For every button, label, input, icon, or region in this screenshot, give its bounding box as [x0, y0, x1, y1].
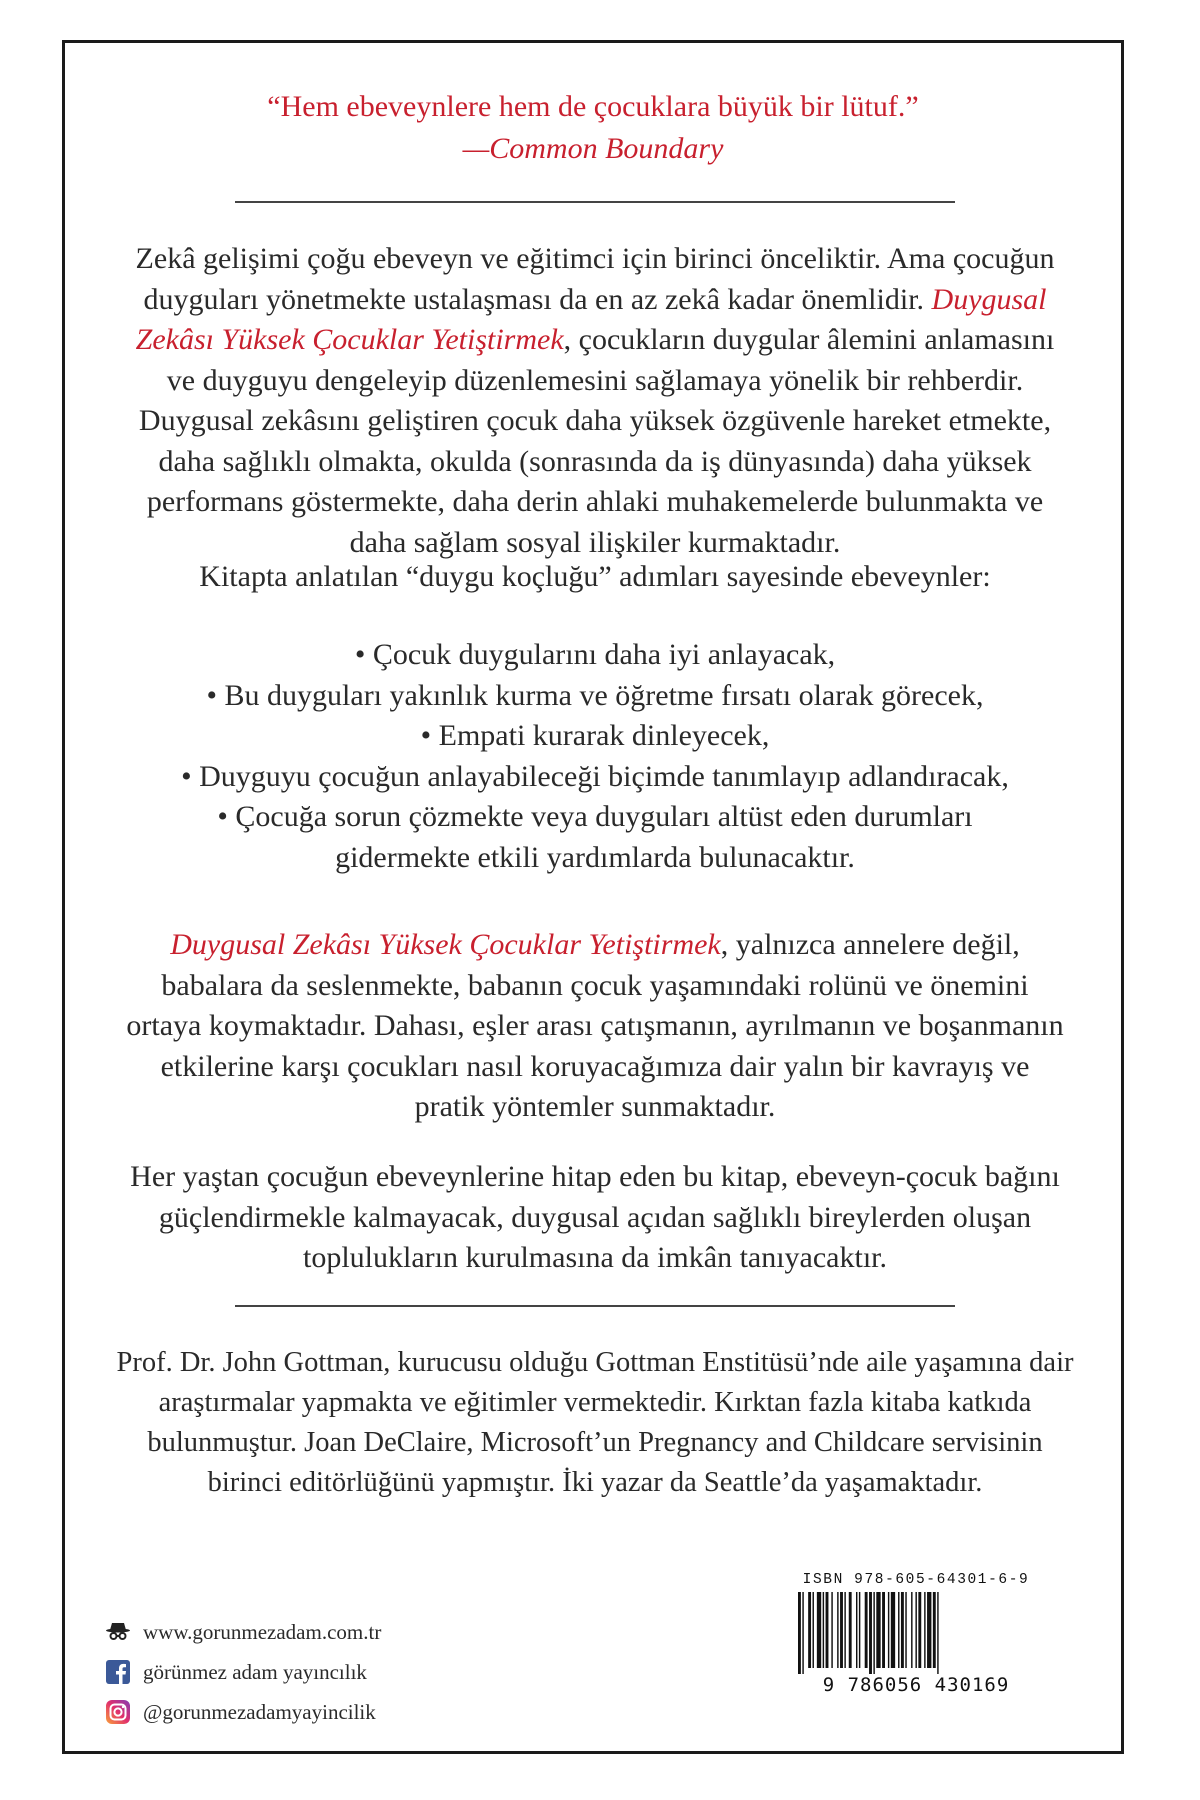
list-item: gidermekte etkili yardımlarda bulunacaktır. — [335, 840, 855, 874]
barcode-bar — [808, 1592, 811, 1668]
barcode-bar — [798, 1592, 801, 1674]
barcode-bar — [823, 1592, 824, 1668]
facebook-link[interactable] — [105, 1659, 381, 1685]
top-divider — [235, 201, 955, 203]
bullet-list — [125, 635, 1065, 878]
barcode-bar — [924, 1592, 925, 1668]
instagram-link[interactable] — [105, 1699, 381, 1725]
barcode-bar — [927, 1592, 931, 1668]
list-item: • Çocuğa sorun çözmekte veya duyguları altüst eden durumları — [217, 800, 973, 833]
author-bio: Prof. Dr. John Gottman, kurucusu olduğu Gottman Enstitüsü’nde aile yaşamına dair araştırmalar yapmakta ve eğitimler vermektedir. Kırktan fazla kitaba katkıda bulunmuştur. Joan DeClaire, Microsoft’un Pregnancy and Childcare servisinin birinci editörlüğünü yapmıştır. İki yazar da Seattle’da yaşamaktadır. — [116, 1347, 1074, 1498]
intro-book-title: Duygusal Zekâsı Yüksek Çocuklar Yetiştirmek — [135, 282, 1047, 356]
barcode-bar — [876, 1592, 880, 1668]
barcode-bar — [891, 1592, 895, 1668]
barcode-bar — [849, 1592, 852, 1668]
barcode-bar — [844, 1592, 845, 1668]
review-quote: “Hem ebeveynlere hem de çocuklara büyük bir lütuf.” — [267, 90, 919, 123]
fathers-book-title: Duygusal Zekâsı Yüksek Çocuklar Yetiştirmek — [170, 928, 721, 961]
barcode-bar — [802, 1592, 803, 1674]
barcode-bar — [826, 1592, 829, 1668]
spy-hat-icon — [105, 1619, 131, 1645]
barcode-bar — [888, 1592, 889, 1668]
fathers-text: , yalnızca annelere değil, babalara da seslenmekte, babanın çocuk yaşamındaki rolünü ve önemini ortaya koymaktadır. Dahası, eşler arası çatışmanın, ayrılmanın ve boşanmanın etkilerine karşı çocukları nasıl koruyacağımıza dair yalın bir kavrayış ve pratik yöntemler sunmaktadır. — [126, 928, 1064, 1123]
isbn-digits: 9 786056 430169 — [822, 1674, 1010, 1696]
barcode-bar — [817, 1592, 821, 1668]
list-item: • Duyguyu çocuğun anlayabileceği biçimde tanımlayıp adlandıracak, — [181, 759, 1009, 793]
intro-text-1: Zekâ gelişimi çoğu ebeveyn ve eğitimci için birinci önceliktir. Ama çocuğun duyguları yönetmekte ustalaşması da en az zekâ kadar önemlidir. — [135, 242, 1055, 316]
review-attribution: —Common Boundary — [462, 132, 724, 165]
list-item: • Bu duyguları yakınlık kurma ve öğretme fırsatı olarak görecek, — [206, 678, 984, 712]
isbn-barcode — [792, 1572, 1040, 1696]
barcode-bar — [915, 1592, 916, 1668]
barcode-bar — [918, 1592, 921, 1668]
facebook-icon — [105, 1659, 131, 1685]
cover-frame — [62, 40, 1124, 1754]
lead-line: Kitapta anlatılan “duygu koçluğu” adımları sayesinde ebeveynler: — [199, 560, 991, 593]
list-item: • Empati kurarak dinleyecek, — [420, 719, 770, 752]
barcode-bar — [856, 1592, 857, 1668]
barcode-bar — [901, 1592, 904, 1668]
fathers-paragraph — [125, 925, 1065, 1128]
barcode-bar — [865, 1592, 868, 1668]
barcode-bar — [837, 1592, 838, 1668]
list-item: • Çocuk duygularını daha iyi anlayacak, — [354, 638, 836, 671]
instagram-text: @gorunmezadamyayincilik — [143, 1700, 376, 1724]
barcode-bar — [831, 1592, 832, 1668]
barcode-bars — [792, 1592, 1040, 1674]
barcode-bar — [905, 1592, 906, 1668]
facebook-text: görünmez adam yayıncılık — [143, 1660, 367, 1684]
barcode-bar — [873, 1592, 874, 1674]
website-link[interactable] — [105, 1619, 381, 1645]
barcode-bar — [869, 1592, 872, 1674]
intro-paragraph — [125, 239, 1065, 563]
bottom-divider — [235, 1305, 955, 1307]
closing-paragraph: Her yaştan çocuğun ebeveynlerine hitap eden bu kitap, ebeveyn-çocuk bağını güçlendirmekle kalmayacak, duygusal açıdan sağlıklı bireylerden oluşan toplulukların kurulmasına da imkân tanıyacaktır. — [130, 1160, 1060, 1274]
barcode-bar — [898, 1592, 899, 1668]
barcode-bar — [859, 1592, 860, 1668]
website-text: www.gorunmezadam.com.tr — [143, 1620, 382, 1644]
barcode-bar — [937, 1592, 938, 1674]
intro-text-2: , çocukların duygular âlemini anlamasını ve duyguyu dengeleyip düzenlemesini sağlamaya yönelik bir rehberdir. Duygusal zekâsını geliştiren çocuk daha yüksek özgüvenle hareket etmekte, daha sağlıklı olmakta, okulda (sonrasında da iş dünyasında) daha yüksek performans göstermekte, daha derin ahlaki muhakemelerde bulunmakta ve daha sağlam sosyal ilişkiler kurmaktadır. — [138, 323, 1055, 559]
barcode-bar — [933, 1592, 936, 1668]
instagram-icon — [105, 1699, 131, 1725]
publisher-links — [105, 1619, 381, 1739]
barcode-bar — [813, 1592, 814, 1668]
isbn-label: ISBN 978-605-64301-6-9 — [802, 1572, 1030, 1588]
barcode-bar — [840, 1592, 843, 1668]
barcode-bar — [882, 1592, 885, 1668]
barcode-bar — [911, 1592, 912, 1668]
